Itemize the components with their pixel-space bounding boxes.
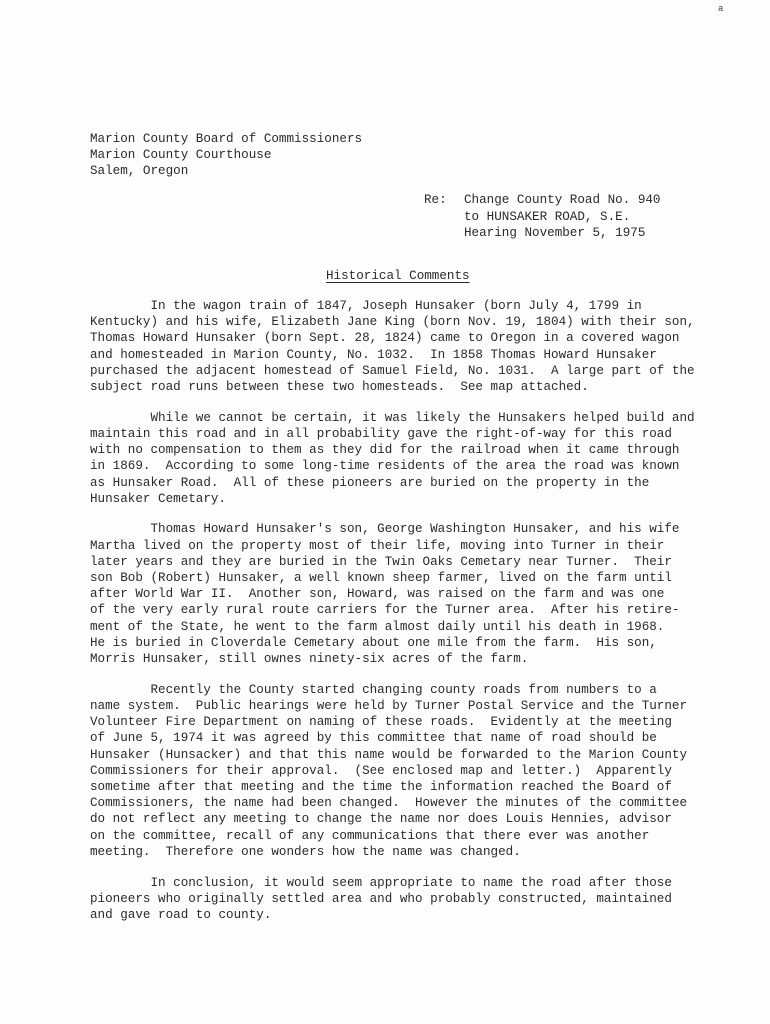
paragraph-line: Thomas Howard Hunsaker's son, George Washington Hunsaker, and his wife: [90, 522, 680, 537]
paragraph-line: In the wagon train of 1847, Joseph Hunsaker (born July 4, 1799 in: [90, 299, 642, 313]
paragraph-line: of June 5, 1974 it was agreed by this committee that name of road should be: [90, 731, 657, 746]
paragraph-line: maintain this road and in all probability gave the right-of-way for this road: [90, 426, 672, 441]
paragraph-line: do not reflect any meeting to change the name nor does Louis Hennies, advisor: [90, 812, 672, 827]
paragraph-line: Kentucky) and his wife, Elizabeth Jane King (born Nov. 19, 1804) with their son,: [90, 315, 695, 330]
paragraph-line: Thomas Howard Hunsaker (born Sept. 28, 1824) came to Oregon in a covered wagon: [90, 331, 680, 346]
paragraph-line: pioneers who originally settled area and who probably constructed, maintained: [90, 891, 672, 906]
paragraph-line: son Bob (Robert) Hunsaker, a well known sheep farmer, lived on the farm until: [90, 571, 672, 586]
addressee-line: Salem, Oregon: [90, 164, 189, 178]
reference-label: Re:: [424, 193, 447, 207]
reference-line: to HUNSAKER ROAD, S.E.: [464, 209, 631, 224]
addressee-line: Marion County Board of Commissioners: [90, 132, 363, 146]
paragraph-line: Martha lived on the property most of their life, moving into Turner in their: [90, 538, 665, 553]
paragraph-line: later years and they are buried in the Twin Oaks Cemetary near Turner. Their: [90, 554, 672, 569]
paragraph-line: subject road runs between these two homesteads. See map attached.: [90, 380, 589, 395]
paragraph-line: Recently the County started changing county roads from numbers to a: [90, 682, 657, 697]
body-paragraph: [90, 875, 702, 924]
reference-line: Hearing November 5, 1975: [464, 226, 646, 240]
paragraph-line: purchased the adjacent homestead of Samuel Field, No. 1031. A large part of the: [90, 363, 695, 378]
reference-block: [424, 192, 661, 242]
addressee-block: [90, 131, 362, 179]
paragraph-line: Morris Hunsaker, still ownes ninety-six acres of the farm.: [90, 652, 529, 667]
paragraph-line: While we cannot be certain, it was likely the Hunsakers helped build and: [90, 410, 695, 425]
body-paragraph: [90, 682, 702, 860]
paragraph-line: Hunsaker (Hunsacker) and that this name would be forwarded to the Marion County: [90, 747, 688, 762]
corner-mark: a: [718, 4, 724, 14]
paragraph-line: In conclusion, it would seem appropriate to name the road after those: [90, 875, 672, 890]
paragraph-line: Commissioners, the name had been changed. However the minutes of the committee: [90, 796, 688, 811]
reference-line: Change County Road No. 940: [464, 193, 661, 207]
body-paragraph: [90, 410, 702, 507]
paragraph-line: in 1869. According to some long-time residents of the area the road was known: [90, 459, 680, 474]
addressee-line: Marion County Courthouse: [90, 148, 272, 162]
paragraph-line: with no compensation to them as they did for the railroad when it came through: [90, 443, 680, 458]
body-paragraph: [90, 298, 702, 395]
section-heading: Historical Comments: [326, 269, 470, 283]
paragraph-line: name system. Public hearings were held by Turner Postal Service and the Turner: [90, 698, 688, 713]
paragraph-line: of the very early rural route carriers for the Turner area. After his retire-: [90, 603, 680, 618]
paragraph-line: as Hunsaker Road. All of these pioneers are buried on the property in the: [90, 475, 650, 490]
paragraph-line: on the committee, recall of any communications that there ever was another: [90, 828, 650, 843]
letter-body: [90, 298, 702, 938]
paragraph-line: Commissioners for their approval. (See enclosed map and letter.) Apparently: [90, 763, 672, 778]
paragraph-line: and gave road to county.: [90, 907, 272, 922]
paragraph-line: and homesteaded in Marion County, No. 1032. In 1858 Thomas Howard Hunsaker: [90, 347, 657, 362]
paragraph-line: meeting. Therefore one wonders how the name was changed.: [90, 844, 521, 859]
paragraph-line: Volunteer Fire Department on naming of these roads. Evidently at the meeting: [90, 715, 672, 730]
paragraph-line: ment of the State, he went to the farm almost daily until his death in 1968.: [90, 619, 665, 634]
paragraph-line: He is buried in Cloverdale Cemetary about one mile from the farm. His son,: [90, 635, 657, 650]
paragraph-line: sometime after that meeting and the time the information reached the Board of: [90, 779, 672, 794]
paragraph-line: Hunsaker Cemetary.: [90, 491, 227, 506]
paragraph-line: after World War II. Another son, Howard, was raised on the farm and was one: [90, 587, 665, 602]
body-paragraph: [90, 521, 702, 667]
